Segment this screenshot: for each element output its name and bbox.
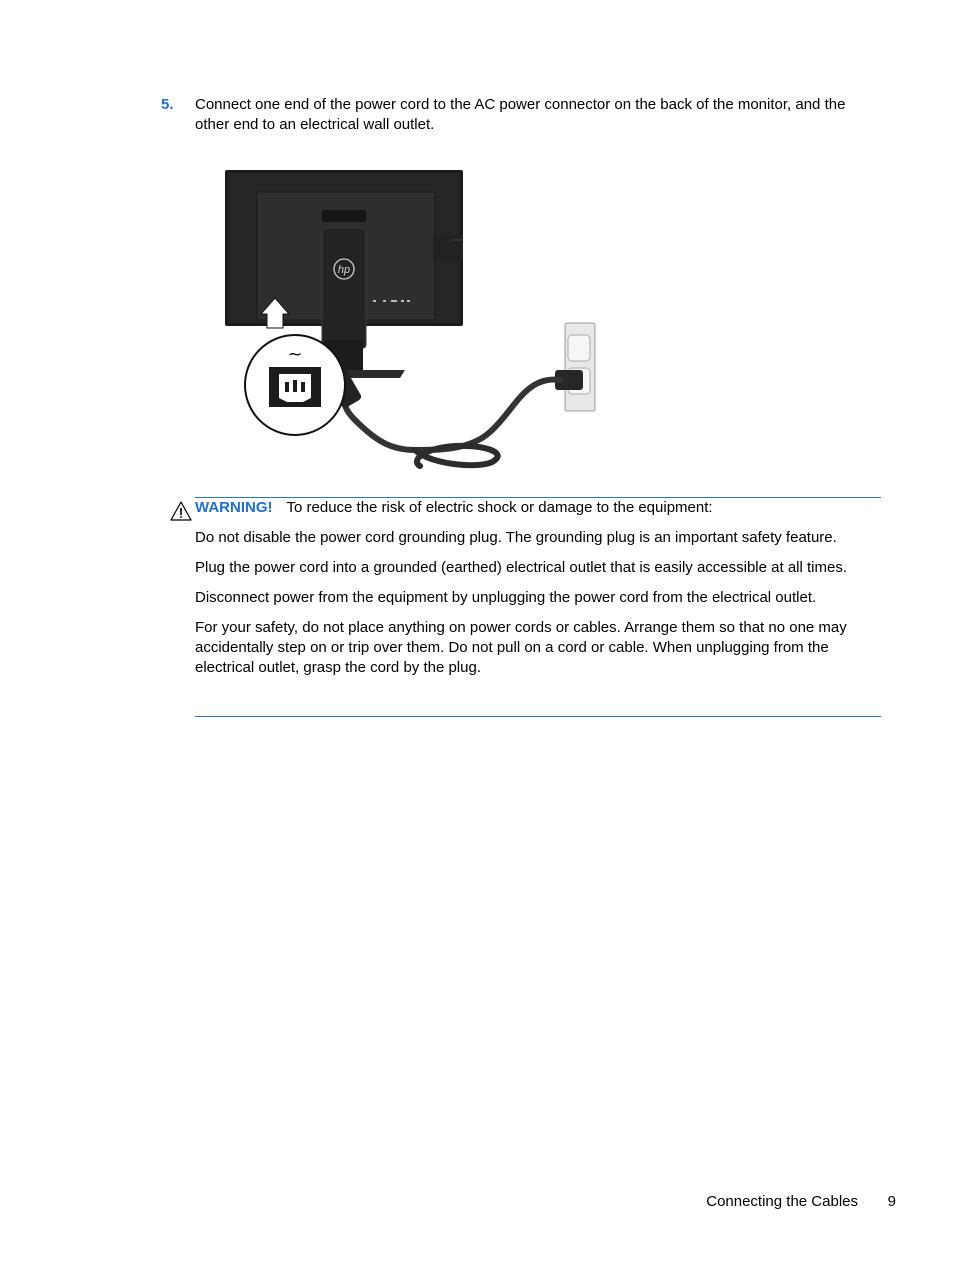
warning-heading bbox=[195, 498, 881, 518]
warning-body bbox=[195, 528, 885, 678]
warning-paragraph: Plug the power cord into a grounded (earthed) electrical outlet that is easily accessible at all times. bbox=[195, 559, 848, 576]
step-text: Connect one end of the power cord to the AC power connector on the back of the monitor, and the other end to an electrical wall outlet. bbox=[195, 96, 846, 133]
footer-page-number: 9 bbox=[887, 1193, 896, 1210]
footer-section-title: Connecting the Cables bbox=[706, 1193, 858, 1210]
hp-logo-text: hp bbox=[337, 264, 351, 276]
page-footer bbox=[600, 1192, 898, 1212]
warning-paragraph: Do not disable the power cord grounding plug. The grounding plug is an important safety feature. bbox=[195, 529, 837, 546]
warning-bottom-rule bbox=[195, 716, 881, 717]
warning-triangle-icon bbox=[170, 501, 192, 521]
warning-paragraph: Disconnect power from the equipment by unplugging the power cord from the electrical outlet. bbox=[195, 589, 817, 606]
ac-symbol: ~ bbox=[287, 344, 303, 365]
monitor-power-cord-illustration bbox=[225, 170, 605, 475]
step-number: 5. bbox=[161, 96, 174, 113]
warning-paragraph: For your safety, do not place anything on power cords or cables. Arrange them so that no one may accidentally step on or trip over them. Do not pull on a cord or cable. When unplugging from the electrical outlet, grasp the cord by the plug. bbox=[195, 619, 847, 676]
warning-label: WARNING! bbox=[195, 499, 273, 516]
warning-intro: To reduce the risk of electric shock or damage to the equipment: bbox=[286, 499, 713, 516]
